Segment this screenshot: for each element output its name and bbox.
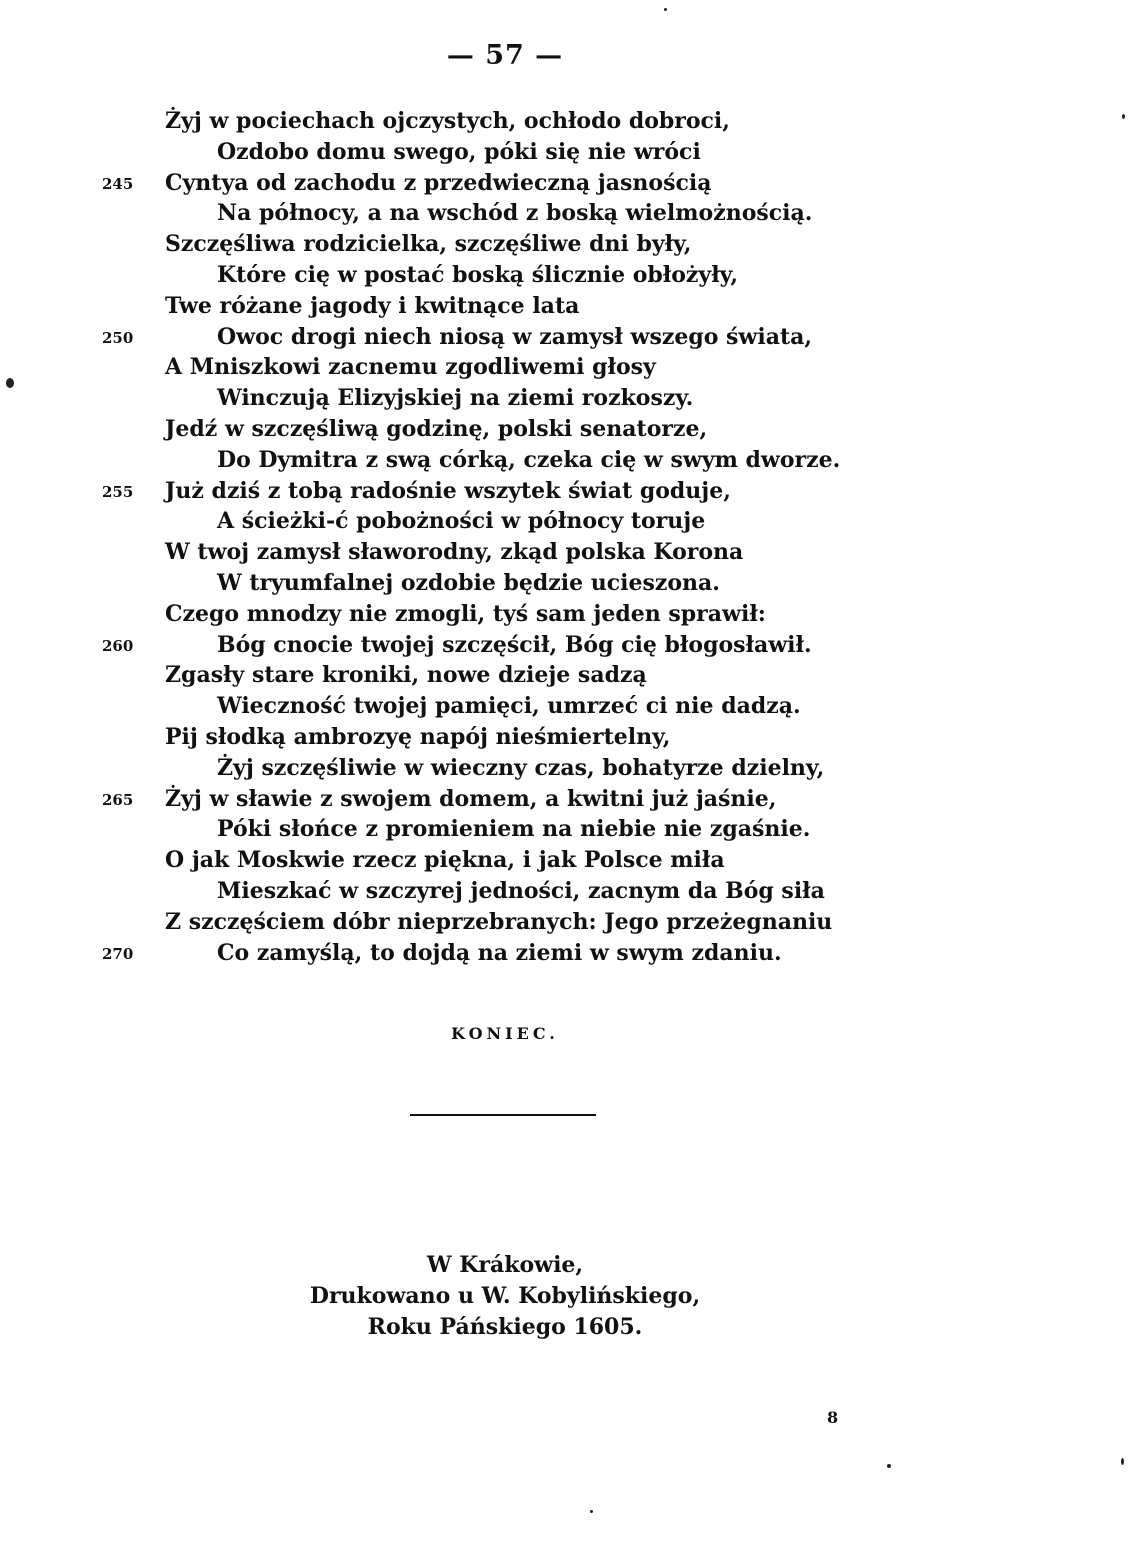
poem-line-text: Na północy, a na wschód z boską wielmożnością. — [217, 200, 813, 227]
poem-line-text: Owoc drogi niech niosą w zamysł wszego świata, — [217, 323, 813, 350]
poem-line-text: Mieszkać w szczyrej jedności, zacnym da Bóg siła — [217, 877, 825, 904]
scan-speck — [1122, 114, 1125, 119]
poem-line — [0, 691, 1140, 722]
line-number: 265 — [102, 790, 134, 809]
poem-line-text: Do Dymitra z swą córką, czeka cię w swym dworze. — [217, 446, 841, 473]
poem-line-text: Żyj w sławie z swojem domem, a kwitni już jaśnie, — [165, 785, 777, 812]
line-number: 250 — [102, 328, 134, 347]
line-number: 270 — [102, 944, 134, 963]
poem-line — [0, 322, 1140, 353]
imprint-year: Roku Páńskiego 1605. — [367, 1314, 643, 1340]
poem-line-text: Póki słońce z promieniem na niebie nie zgaśnie. — [217, 816, 811, 843]
poem-line — [0, 352, 1140, 383]
poem-line-text: Co zamyślą, to dojdą na ziemi w swym zdaniu. — [217, 939, 782, 966]
poem-line — [0, 229, 1140, 260]
poem-line — [0, 784, 1140, 815]
poem-line — [0, 445, 1140, 476]
line-number: 245 — [102, 174, 134, 193]
poem-line-text: Już dziś z tobą radośnie wszytek świat goduje, — [165, 477, 731, 504]
scan-speck — [6, 378, 14, 388]
poem-line — [0, 291, 1140, 322]
poem-line-text: A Mniszkowi zacnemu zgodliwemi głosy — [165, 354, 656, 381]
poem-line — [0, 168, 1140, 199]
poem-line-text: Zgasły stare kroniki, nowe dzieje sadzą — [165, 662, 647, 689]
poem-line — [0, 383, 1140, 414]
printer-signature-mark: 8 — [827, 1408, 839, 1427]
poem-line-text: Żyj w pociechach ojczystych, ochłodo dobroci, — [165, 108, 730, 134]
poem-line — [0, 198, 1140, 229]
poem-line-text: W twoj zamysł sławorodny, zkąd polska Korona — [165, 539, 744, 566]
poem-line-text: O jak Moskwie rzecz piękna, i jak Polsce miła — [165, 847, 725, 874]
poem-line — [0, 907, 1140, 938]
end-marker: KONIEC. — [451, 1024, 559, 1043]
poem-line — [0, 660, 1140, 691]
poem-line — [0, 845, 1140, 876]
poem-line — [0, 476, 1140, 507]
poem-line — [0, 753, 1140, 784]
poem-line — [0, 260, 1140, 291]
poem-line — [0, 106, 1140, 137]
poem-line — [0, 876, 1140, 907]
poem-line-text: W tryumfalnej ozdobie będzie ucieszona. — [217, 569, 720, 596]
poem-line — [0, 630, 1140, 661]
poem-line — [0, 137, 1140, 168]
imprint-printer: Drukowano u W. Kobylińskiego, — [309, 1283, 701, 1309]
poem-line — [0, 506, 1140, 537]
poem-line-text: Bóg cnocie twojej szczęścił, Bóg cię błogosławił. — [217, 631, 812, 658]
horizontal-rule — [410, 1114, 596, 1116]
poem-line-text: Żyj szczęśliwie w wieczny czas, bohatyrze dzielny, — [217, 754, 825, 781]
poem-line-text: Szczęśliwa rodzicielka, szczęśliwe dni były, — [165, 231, 692, 258]
poem-line-text: Twe różane jagody i kwitnące lata — [165, 292, 580, 319]
poem-line-text: Jedź w szczęśliwą godzinę, polski senatorze, — [165, 415, 708, 442]
poem-line — [0, 814, 1140, 845]
scan-speck — [590, 1510, 593, 1513]
poem-line-text: Cyntya od zachodu z przedwieczną jasnością — [165, 169, 712, 196]
poem-line-text: A ścieżki-ć pobożności w północy toruje — [217, 508, 706, 535]
line-number: 255 — [102, 482, 134, 501]
poem-line-text: Z szczęściem dóbr nieprzebranych: Jego przeżegnaniu — [165, 908, 833, 935]
poem-line — [0, 722, 1140, 753]
poem-line-text: Czego mnodzy nie zmogli, tyś sam jeden sprawił: — [165, 600, 766, 627]
poem-line-text: Które cię w postać boską ślicznie obłożyły, — [217, 261, 738, 288]
scan-speck — [887, 1464, 891, 1468]
poem-line — [0, 537, 1140, 568]
poem-line — [0, 414, 1140, 445]
poem-line — [0, 599, 1140, 630]
imprint-place: W Krákowie, — [426, 1252, 584, 1278]
poem-line-text: Ozdobo domu swego, póki się nie wróci — [217, 138, 701, 165]
scan-speck — [1121, 1458, 1124, 1465]
poem-line — [0, 938, 1140, 969]
printer-imprint — [0, 1250, 1010, 1343]
line-number: 260 — [102, 636, 134, 655]
poem-text — [0, 106, 1140, 968]
poem-line-text: Wieczność twojej pamięci, umrzeć ci nie dadzą. — [217, 693, 801, 720]
poem-line — [0, 568, 1140, 599]
poem-line-text: Winczują Elizyjskiej na ziemi rozkoszy. — [217, 385, 694, 412]
page-number-header: — 57 — — [446, 40, 564, 71]
scan-speck — [664, 8, 667, 11]
poem-line-text: Pij słodką ambrozyę napój nieśmiertelny, — [165, 723, 671, 750]
